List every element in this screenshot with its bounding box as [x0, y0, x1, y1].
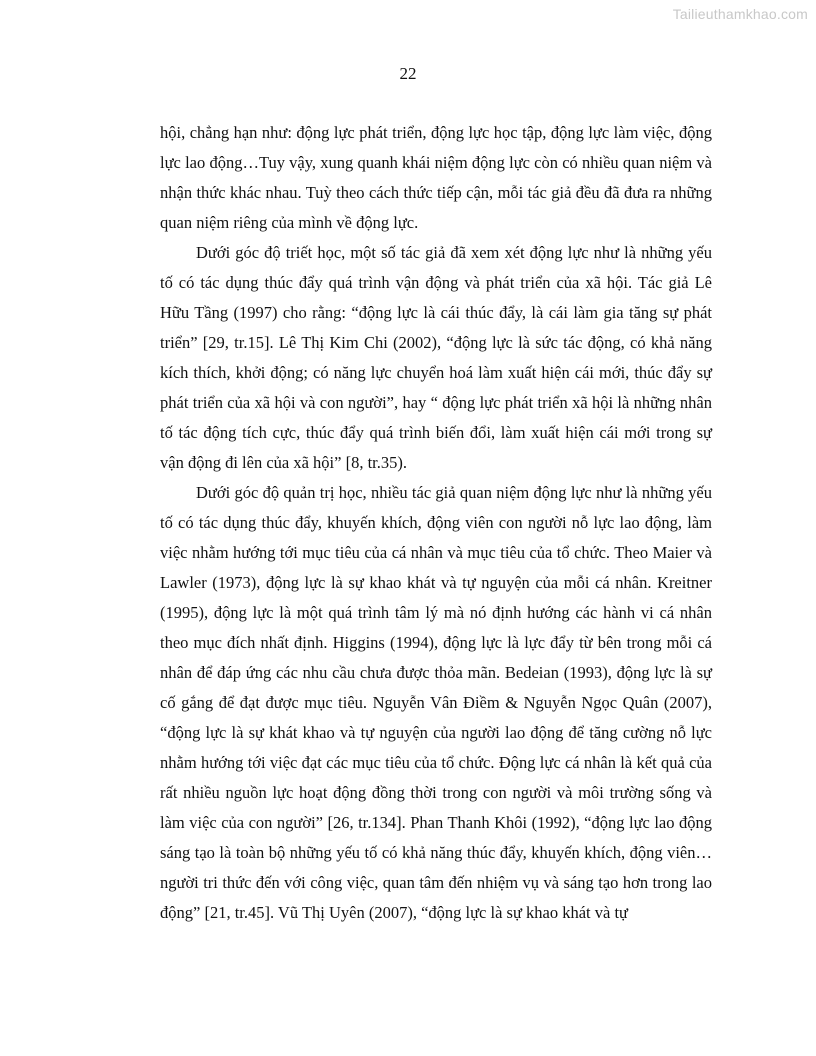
paragraph-3: Dưới góc độ quản trị học, nhiều tác giả quan niệm động lực như là những yếu tố có tác dụng thúc đẩy, khuyến khích, động viên con người nỗ lực lao động, làm việc nhằm hướng tới mục tiêu của cá nhân và mục tiêu của tổ chức. Theo Maier và Lawler (1973), động lực là sự khao khát và tự nguyện của mỗi cá nhân. Kreitner (1995), động lực là một quá trình tâm lý mà nó định hướng các hành vi cá nhân theo mục đích nhất định. Higgins (1994), động lực là lực đẩy từ bên trong mỗi cá nhân để đáp ứng các nhu cầu chưa được thỏa mãn. Bedeian (1993), động lực là sự cố gắng để đạt được mục tiêu. Nguyễn Vân Điềm & Nguyễn Ngọc Quân (2007), “động lực là sự khát khao và tự nguyện của người lao động để tăng cường nỗ lực nhằm hướng tới việc đạt các mục tiêu của tổ chức. Động lực cá nhân là kết quả của rất nhiều nguồn lực hoạt động đồng thời trong con người và môi trường sống và làm việc của con người” [26, tr.134]. Phan Thanh Khôi (1992), “động lực lao động sáng tạo là toàn bộ những yếu tố có khả năng thúc đẩy, khuyến khích, động viên… người tri thức đến với công việc, quan tâm đến nhiệm vụ và sáng tạo hơn trong lao động” [21, tr.45]. Vũ Thị Uyên (2007), “động lực là sự khao khát và tự	[160, 483, 712, 922]
page-number: 22	[399, 64, 417, 83]
body-text	[160, 118, 712, 928]
watermark: Tailieuthamkhao.com	[672, 6, 808, 22]
paragraph-2: Dưới góc độ triết học, một số tác giả đã xem xét động lực như là những yếu tố có tác dụng thúc đẩy quá trình vận động và phát triển của xã hội. Tác giả Lê Hữu Tầng (1997) cho rằng: “động lực là cái thúc đẩy, là cái làm gia tăng sự phát triển” [29, tr.15]. Lê Thị Kim Chi (2002), “động lực là sức tác động, có khả năng kích thích, khởi động; có năng lực chuyển hoá làm xuất hiện cái mới, thúc đẩy sự phát triển của xã hội và con người”, hay “ động lực phát triển xã hội là những nhân tố tác động tích cực, thúc đẩy quá trình biến đổi, làm xuất hiện cái mới trong sự vận động đi lên của xã hội” [8, tr.35).	[160, 243, 712, 472]
paragraph-1: hội, chẳng hạn như: động lực phát triển, động lực học tập, động lực làm việc, động lực lao động…Tuy vậy, xung quanh khái niệm động lực còn có nhiều quan niệm và nhận thức khác nhau. Tuỳ theo cách thức tiếp cận, mỗi tác giả đều đã đưa ra những quan niệm riêng của mình về động lực.	[160, 123, 712, 232]
